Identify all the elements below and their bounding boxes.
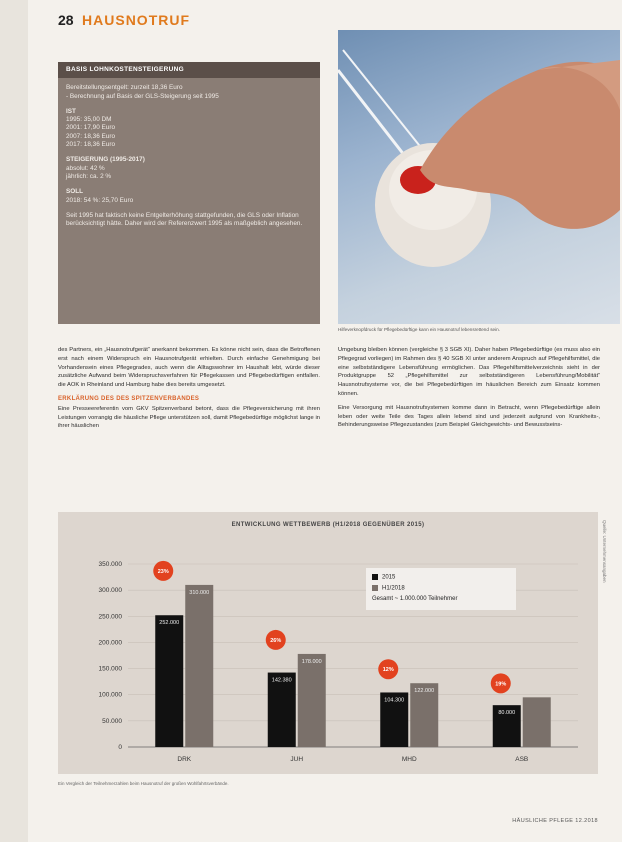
subheading: ERKLÄRUNG DES DES SPITZENVERBANDES — [58, 395, 200, 402]
bar-2015 — [155, 615, 183, 747]
ist-line: 2017: 18,36 Euro — [66, 141, 116, 149]
legend-label: H1/2018 — [382, 585, 405, 592]
growth-badge-label: 19% — [495, 681, 507, 688]
bar-2018 — [298, 654, 326, 747]
ist-line: 1995: 35,00 DM — [66, 116, 112, 124]
bar-value-label: 122.000 — [414, 688, 435, 695]
chart-title: ENTWICKLUNG WETTBEWERB (H1/2018 GEGENÜBER 2015) — [231, 522, 425, 528]
ist-line: 2007: 18,36 Euro — [66, 132, 116, 140]
growth-badge-label: 12% — [382, 667, 394, 674]
right-paragraph: Umgebung bleiben können (vergleiche § 3 SGB XI). Daher haben Pflegebedürftige (es muss also ein Pflegegrad vorliegen) im Rahmen des § 40 SGB XI unter anderem Anspruch auf Pflegehilfsmittel, die eine selbstständigere Lebensführung ermöglichen. Das Pflegehilfsmittelverzeichnis sieht in der Produktgruppe 52 „Pflegehilfsmittel zur selbstständigeren Lebensführung/Mobilität“ Hausnotrufsysteme vor, die bei Pflegebedürftigen im häuslichen Bereich zum Einsatz kommen können. — [338, 347, 600, 397]
section-title: HAUSNOTRUF — [82, 12, 191, 28]
bar-value-label: 178.000 — [301, 658, 322, 665]
emergency-button-photo — [338, 30, 620, 324]
info-box-title: BASIS LOHNKOSTENSTEIGERUNG — [58, 62, 320, 78]
bar-2018 — [523, 697, 551, 747]
steigerung-heading: STEIGERUNG (1995-2017) — [66, 156, 145, 164]
category-label: MHD — [401, 756, 417, 763]
growth-badge-label: 23% — [157, 568, 169, 575]
chart-source-credit: Quelle: Unternehmensangaben — [602, 520, 607, 583]
info-intro-1: Bereitstellungsentgelt: zurzeit 18,36 Euro — [66, 84, 183, 92]
bar-value-label: 142.380 — [271, 677, 292, 684]
y-tick-label: 0 — [118, 744, 122, 751]
chart-caption: Ein Vergleich der Teilnehmerzahlen beim Hausnotruf der großen Wohlfahrtsverbände. — [58, 781, 229, 786]
bar-value-label: 80.000 — [498, 710, 516, 717]
right-paragraph: Eine Versorgung mit Hausnotrufsystemen komme dann in Betracht, wenn Pflegebedürftige allein leben oder weite Teile des Tages allein lebend sind und jederzeit aufgrund von Krankheits-, Behinderungsweise Pflegezustandes (zum Beispiel Gleichgewichts- und Bewusstseins- — [338, 404, 600, 429]
bar-value-label: 310.000 — [189, 589, 210, 596]
page-number: 28 — [58, 12, 74, 28]
legend-note: Gesamt ~ 1.000.000 Teilnehmer — [372, 596, 458, 602]
y-tick-label: 150.000 — [98, 665, 122, 673]
page-binding-edge — [0, 0, 28, 842]
steigerung-line: absolut: 42 % — [66, 164, 105, 172]
y-tick-label: 350.000 — [98, 561, 122, 568]
steigerung-line: jährlich: ca. 2 % — [66, 172, 112, 180]
right-column — [338, 346, 600, 435]
info-box — [58, 62, 320, 324]
left-paragraph: des Partners, ein „Hausnotrufgerät“ anerkannt bekommen. Es könne nicht sein, dass die Betroffenen erst nach einem Widerspruch ein Hausnotrufgerät erhielten. Durch einfache Genehmigung bei Vorhandensein eines Pflegegrades, auch wenn die Alltagswohner im Haushalt lebt, würde dieser zusätzliche Aufwand beim Widerspruchsverfahren für Pflegekassen und Pflegebedürftigen entfallen. die AOK in Rheinland und Hamburg habe dies bereits umgesetzt. — [58, 347, 320, 389]
y-tick-label: 50.000 — [102, 717, 122, 725]
bar-value-label: 252.000 — [159, 620, 180, 627]
hand-pressing-button-illustration — [338, 30, 620, 324]
chart-plot — [58, 512, 598, 774]
y-tick-label: 200.000 — [98, 639, 122, 647]
chart-legend — [366, 568, 516, 610]
y-tick-label: 300.000 — [98, 587, 122, 595]
bar-value-label: 104.300 — [384, 697, 405, 704]
legend-label: 2015 — [382, 574, 396, 581]
ist-heading: IST — [66, 107, 76, 115]
page-header — [58, 12, 190, 30]
left-column — [58, 346, 320, 436]
soll-line: 2018: 54 %: 25,70 Euro — [66, 196, 134, 204]
bar-2015 — [268, 673, 296, 747]
y-tick-label: 100.000 — [98, 691, 122, 699]
photo-caption: Hilfeverknopfdruck für Pflegebedürftige kann ein Hausnotruf lebensrettend sein. — [338, 327, 500, 332]
page-footer: HÄUSLICHE PFLEGE 12.2018 — [512, 818, 598, 824]
legend-swatch-2018 — [372, 585, 378, 591]
y-tick-label: 250.000 — [98, 613, 122, 621]
category-label: DRK — [177, 756, 192, 763]
category-label: ASB — [515, 756, 529, 763]
bar-2018 — [185, 585, 213, 747]
soll-heading: SOLL — [66, 188, 84, 196]
left-paragraph: Eine Presseereferentin vom GKV Spitzenverband betont, dass die Pflegeversicherung mit ihren Leistungen vorrangig die häusliche Pflege unterstützen soll, damit Pflegebedürftige möglichst lange in ihrer häuslichen — [58, 405, 320, 430]
legend-swatch-2015 — [372, 574, 378, 580]
info-intro-2: - Berechnung auf Basis der GLS-Steigerung seit 1995 — [66, 92, 219, 100]
ist-line: 2001: 17,90 Euro — [66, 124, 116, 132]
category-label: JUH — [290, 756, 304, 763]
competition-chart — [58, 512, 598, 774]
info-outro: Seit 1995 hat faktisch keine Entgelterhöhung stattgefunden, die GLS oder Inflation berücksichtigt hätte. Daher wird der Referenzwert 1995 als maßgeblich angesehen. — [66, 211, 303, 228]
growth-badge-label: 26% — [270, 637, 282, 644]
